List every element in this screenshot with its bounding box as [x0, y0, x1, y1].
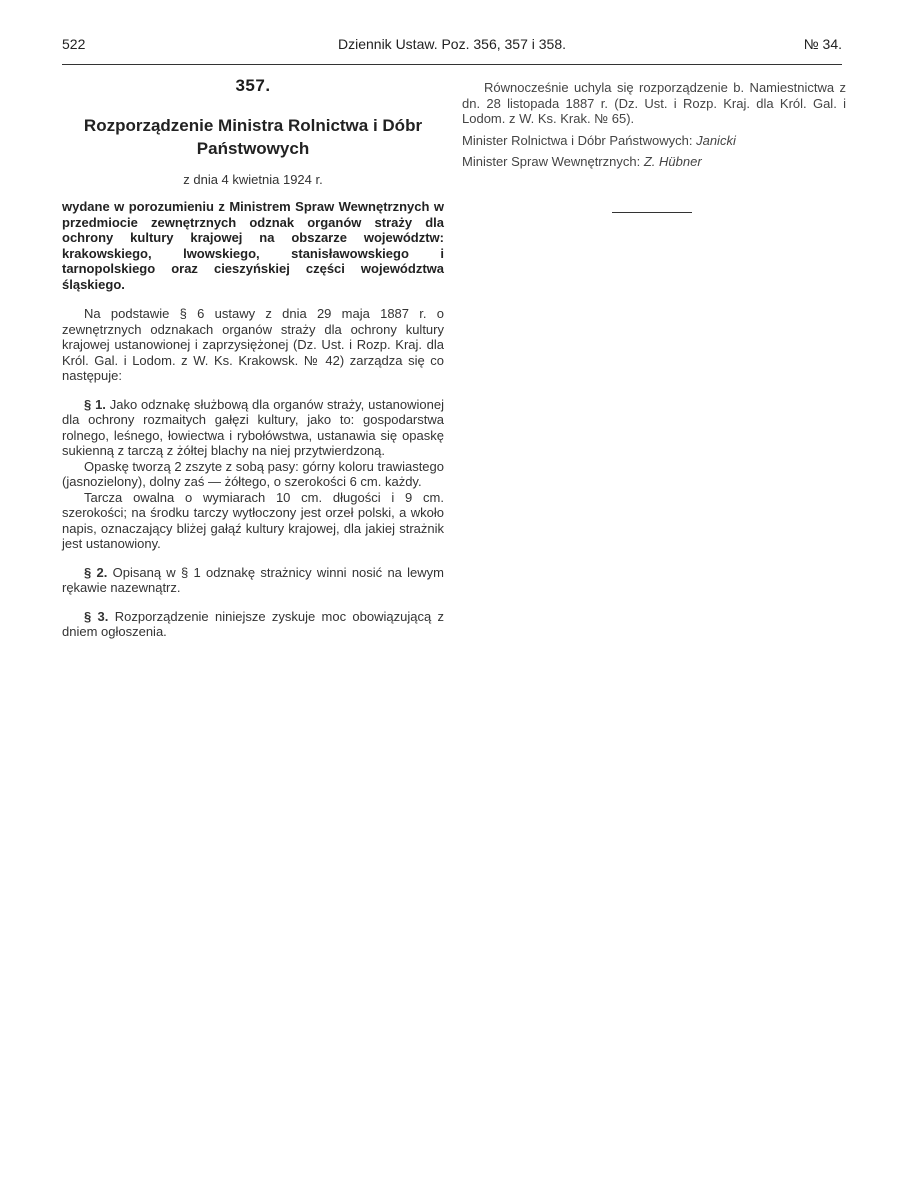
left-column: [62, 76, 444, 640]
signature-minister-interior: [462, 154, 846, 170]
section-1: [62, 397, 444, 459]
section-2-label: § 2.: [84, 564, 108, 580]
section-1-label: § 1.: [84, 396, 106, 412]
act-title: Rozporządzenie Ministra Rolnictwa i Dóbr Państwowych: [83, 116, 423, 158]
page-number: 522: [62, 36, 86, 52]
section-1-text: Jako odznakę służbową dla organów straży, ustanowionej dla ochrony rozmaitych gałęzi kultury, jako to: gospodarstwa rolnego, leśnego, łowiectwa i rybołówstwa, ustanawia się opaskę sukienną z tarczą z żółtej blachy na niej przytwierdzoną.: [62, 396, 444, 458]
signature-2-name: Z. Hübner: [643, 154, 702, 169]
repeal-clause: Równocześnie uchyla się rozporządzenie b. Namiestnictwa z dn. 28 listopada 1887 r. (Dz. Ust. i Rozp. Kraj. dla Król. Gal. i Lodom. z W. Ks. Krak. № 65).: [462, 80, 846, 126]
section-3-text: Rozporządzenie niniejsze zyskuje moc obowiązującą z dniem ogłoszenia.: [62, 608, 444, 639]
section-3-label: § 3.: [84, 608, 109, 624]
issue-number: № 34.: [803, 36, 842, 52]
end-rule: [612, 212, 692, 213]
legal-basis: Na podstawie § 6 ustawy z dnia 29 maja 1887 r. o zewnętrznych odznakach organów straży dla ochrony kultury krajowej ustanowionej i zaprzysiężonej (Dz. Ust. i Rozp. Kraj. dla Król. Gal. i Lodom. z W. Ks. Krakowsk. № 42) zarządza się co następuje:: [62, 306, 444, 383]
signature-2-role: Minister Spraw Wewnętrznych:: [462, 154, 641, 169]
section-1-para-2: Opaskę tworzą 2 zszyte z sobą pasy: górny koloru trawiastego (jasnozielony), dolny zaś — żółtego, o szerokości 6 cm. każdy.: [62, 458, 444, 489]
right-column: [462, 80, 846, 170]
running-header: [62, 36, 842, 60]
header-rule: [62, 64, 842, 65]
position-number: 357.: [235, 76, 271, 95]
preamble: wydane w porozumieniu z Ministrem Spraw Wewnętrznych w przedmiocie zewnętrznych odznak organów straży dla ochrony kultury krajowej na obszarze województw: krakowskiego, lwowskiego, stanisławowskiego i tarnopolskiego oraz cieszyńskiej części województwa śląskiego.: [62, 199, 444, 292]
signature-1-role: Minister Rolnictwa i Dóbr Państwowych:: [462, 132, 693, 148]
section-2: [62, 565, 444, 596]
signature-minister-agriculture: [462, 133, 846, 149]
signature-1-name: Janicki: [696, 132, 736, 148]
journal-title: Dziennik Ustaw. Poz. 356, 357 i 358.: [337, 36, 567, 52]
act-date: z dnia 4 kwietnia 1924 r.: [183, 172, 323, 187]
section-1-para-3: Tarcza owalna o wymiarach 10 cm. długości i 9 cm. szerokości; na środku tarczy wytłoczony jest orzeł polski, a wkoło napis, oznaczający bliżej gałąź kultury krajowej, dla jakiej strażnik jest ustanowiony.: [62, 489, 444, 551]
section-2-text: Opisaną w § 1 odznakę strażnicy winni nosić na lewym rękawie nazewnątrz.: [62, 564, 444, 595]
section-3: [62, 609, 444, 640]
